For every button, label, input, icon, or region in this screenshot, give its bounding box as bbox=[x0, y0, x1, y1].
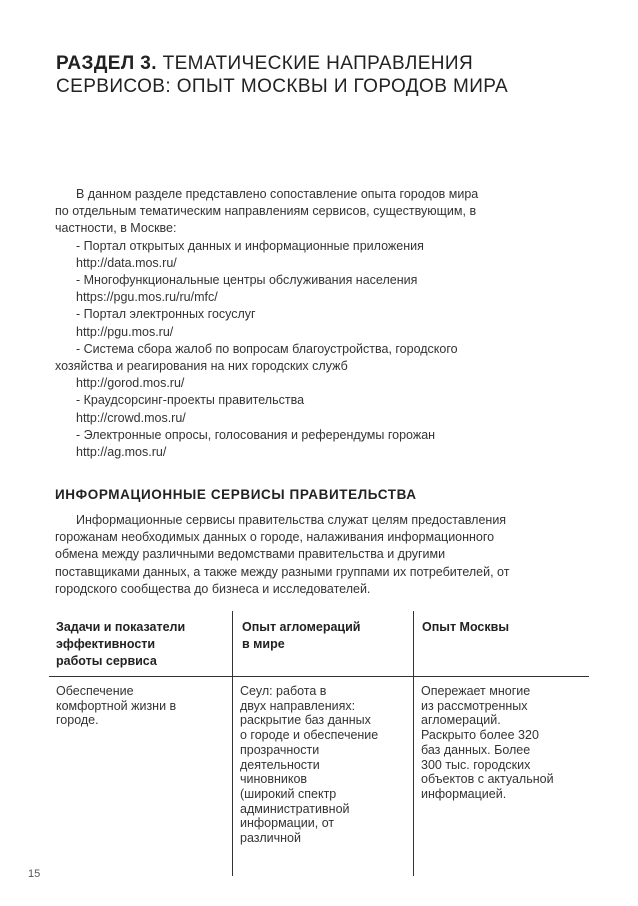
table-header-world bbox=[242, 619, 360, 653]
cell-line: информацией. bbox=[421, 786, 507, 801]
page-number: 15 bbox=[28, 868, 41, 880]
title-line-2: СЕРВИСОВ: ОПЫТ МОСКВЫ И ГОРОДОВ МИРА bbox=[56, 76, 509, 97]
cell-line: (широкий спектр bbox=[240, 786, 337, 801]
cell-line: прозрачности bbox=[240, 742, 320, 757]
intro-link[interactable]: http://gorod.mos.ru/ bbox=[76, 376, 185, 391]
intro-line: В данном разделе представлено сопоставление опыта городов мира bbox=[76, 187, 479, 201]
cell-line: различной bbox=[240, 831, 301, 846]
cell-line: Обеспечение bbox=[56, 684, 134, 698]
column-divider bbox=[413, 676, 414, 876]
intro-link[interactable]: http://pgu.mos.ru/ bbox=[76, 324, 174, 339]
section-line: обмена между различными ведомствами правительства и другими bbox=[55, 547, 446, 562]
intro-list-item: - Электронные опросы, голосования и референдумы горожан bbox=[76, 427, 436, 442]
section-line: Информационные сервисы правительства служат целям предоставления bbox=[76, 513, 507, 527]
intro-link[interactable]: http://crowd.mos.ru/ bbox=[76, 410, 186, 425]
intro-link[interactable]: http://data.mos.ru/ bbox=[76, 255, 177, 270]
title-line-1-rest: ТЕМАТИЧЕСКИЕ НАПРАВЛЕНИЯ bbox=[162, 53, 474, 74]
intro-line: частности, в Москве: bbox=[55, 221, 177, 236]
section-line: горожанам необходимых данных о городе, налаживания информационного bbox=[55, 530, 495, 545]
cell-line: из рассмотренных bbox=[421, 698, 528, 713]
cell-line: двух направлениях: bbox=[240, 698, 356, 713]
cell-line: Сеул: работа в bbox=[240, 684, 327, 698]
header-line: Задачи и показатели bbox=[56, 620, 186, 634]
table-header-moscow bbox=[422, 619, 509, 636]
intro-link[interactable]: http://ag.mos.ru/ bbox=[76, 445, 167, 460]
cell-line: комфортной жизни в bbox=[56, 698, 177, 713]
cell-line: деятельности bbox=[240, 757, 320, 772]
intro-list-item: - Многофункциональные центры обслуживания населения bbox=[76, 273, 418, 288]
page-title bbox=[56, 52, 508, 98]
header-divider bbox=[232, 611, 233, 676]
table-cell-world bbox=[240, 684, 378, 846]
table-header-tasks bbox=[56, 619, 185, 670]
header-line: Опыт агломераций bbox=[242, 620, 361, 634]
intro-paragraph bbox=[55, 186, 575, 461]
section-line: городского сообщества до бизнеса и исследователей. bbox=[55, 581, 371, 596]
cell-line: информации, от bbox=[240, 816, 335, 831]
cell-line: 300 тыс. городских bbox=[421, 757, 531, 772]
header-line: Опыт Москвы bbox=[422, 620, 509, 634]
cell-line: раскрытие баз данных bbox=[240, 713, 371, 728]
table-cell-moscow bbox=[421, 684, 554, 802]
cell-line: объектов с актуальной bbox=[421, 772, 554, 787]
intro-list-item: - Портал электронных госуслуг bbox=[76, 307, 256, 322]
header-line: работы сервиса bbox=[56, 654, 157, 668]
intro-list-item: - Система сбора жалоб по вопросам благоустройства, городского bbox=[76, 341, 458, 356]
intro-link[interactable]: https://pgu.mos.ru/ru/mfc/ bbox=[76, 290, 218, 305]
table-cell-tasks bbox=[56, 684, 176, 728]
intro-line: по отдельным тематическим направлениям сервисов, существующим, в bbox=[55, 204, 477, 219]
section-heading: ИНФОРМАЦИОННЫЕ СЕРВИСЫ ПРАВИТЕЛЬСТВА bbox=[55, 487, 417, 502]
header-rule bbox=[49, 676, 589, 677]
cell-line: Раскрыто более 320 bbox=[421, 728, 539, 743]
intro-list-item: - Краудсорсинг-проекты правительства bbox=[76, 393, 305, 408]
header-line: эффективности bbox=[56, 637, 156, 651]
cell-line: Опережает многие bbox=[421, 684, 531, 698]
cell-line: городе. bbox=[56, 713, 99, 728]
cell-line: агломераций. bbox=[421, 713, 501, 728]
section-line: поставщиками данных, а также между разными группами их потребителей, от bbox=[55, 564, 510, 579]
cell-line: чиновников bbox=[240, 772, 308, 787]
header-line: в мире bbox=[242, 637, 285, 651]
section-paragraph bbox=[55, 512, 575, 598]
column-divider bbox=[232, 676, 233, 876]
intro-list-item: - Портал открытых данных и информационные приложения bbox=[76, 238, 424, 253]
intro-wrap-line: хозяйства и реагирования на них городских служб bbox=[55, 359, 348, 374]
section-number: РАЗДЕЛ 3. bbox=[56, 53, 157, 74]
cell-line: о городе и обеспечение bbox=[240, 728, 379, 743]
cell-line: административной bbox=[240, 801, 350, 816]
cell-line: баз данных. Более bbox=[421, 742, 531, 757]
title-line-1 bbox=[56, 52, 508, 75]
header-divider bbox=[413, 611, 414, 676]
